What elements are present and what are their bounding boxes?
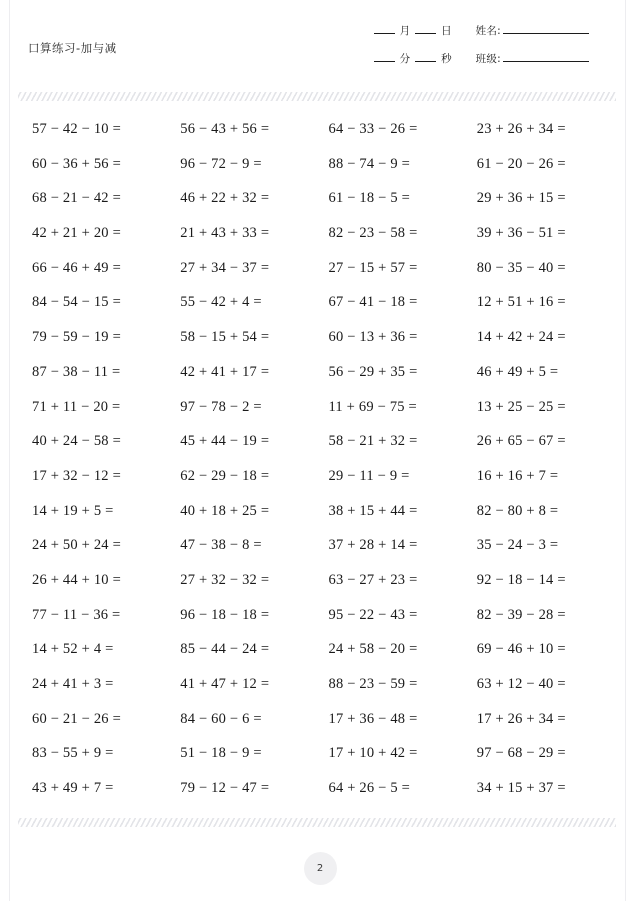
problem-item: 55 − 42 + 4 = (180, 294, 262, 311)
problem-item: 60 − 36 + 56 = (32, 155, 121, 172)
problem-item: 97 − 78 − 2 = (180, 398, 262, 415)
decorative-hatch-bottom (18, 818, 616, 827)
problem-item: 29 − 11 − 9 = (328, 467, 410, 484)
problem-item: 39 + 36 − 51 = (476, 225, 566, 242)
problem-item: 60 − 21 − 26 = (32, 710, 121, 727)
class-input-line[interactable] (503, 61, 589, 62)
student-name-input-line[interactable] (503, 33, 589, 34)
problem-item: 24 + 58 − 20 = (328, 641, 418, 658)
page-number-badge: 2 (304, 852, 337, 885)
problem-item: 82 − 80 + 8 = (476, 502, 559, 519)
problem-item: 17 + 32 − 12 = (32, 467, 121, 484)
problem-item: 46 + 22 + 32 = (180, 190, 270, 207)
problem-item: 60 − 13 + 36 = (328, 329, 418, 346)
worksheet-footer (0, 852, 640, 885)
problem-item: 16 + 16 + 7 = (476, 467, 559, 484)
month-label: 月 (399, 24, 411, 37)
problem-item: 26 + 65 − 67 = (476, 433, 566, 450)
problem-item: 13 + 25 − 25 = (476, 398, 566, 415)
page-edge-right (625, 0, 626, 901)
problem-item: 64 − 33 − 26 = (328, 121, 418, 137)
problem-item: 14 + 19 + 5 = (32, 502, 114, 519)
problem-item: 63 + 12 − 40 = (476, 676, 566, 692)
problem-item: 29 + 36 + 15 = (476, 190, 566, 207)
problem-item: 27 − 15 + 57 = (328, 259, 418, 276)
problem-item: 61 − 20 − 26 = (476, 155, 566, 172)
problem-item: 88 − 23 − 59 = (328, 676, 418, 692)
problem-item: 67 − 41 − 18 = (328, 294, 418, 311)
problem-item: 12 + 51 + 16 = (476, 294, 566, 311)
problem-item: 79 − 12 − 47 = (180, 780, 270, 797)
problem-item: 17 + 26 + 34 = (476, 710, 566, 727)
problem-item: 43 + 49 + 7 = (32, 780, 114, 797)
date-field-row (371, 23, 589, 38)
month-blank-line[interactable] (374, 33, 395, 34)
second-label: 秒 (441, 52, 452, 65)
problem-item: 41 + 47 + 12 = (180, 676, 270, 692)
problem-item: 17 + 10 + 42 = (328, 745, 418, 762)
problem-item: 47 − 38 − 8 = (180, 537, 262, 554)
problem-item: 11 + 69 − 75 = (328, 398, 417, 415)
problem-item: 37 + 28 + 14 = (328, 537, 418, 554)
problem-item: 51 − 18 − 9 = (180, 745, 262, 762)
problem-item: 34 + 15 + 37 = (476, 780, 566, 797)
problem-item: 45 + 44 − 19 = (180, 433, 270, 450)
problem-item: 58 − 15 + 54 = (180, 329, 270, 346)
header-fields (371, 23, 589, 66)
problem-item: 14 + 42 + 24 = (476, 329, 566, 346)
problem-item: 77 − 11 − 36 = (32, 606, 121, 623)
problem-item: 46 + 49 + 5 = (476, 363, 559, 380)
problem-item: 85 − 44 − 24 = (180, 641, 270, 658)
worksheet-header (10, 0, 625, 86)
problem-item: 61 − 18 − 5 = (328, 190, 411, 207)
problem-item: 87 − 38 − 11 = (32, 363, 121, 380)
problem-item: 80 − 35 − 40 = (476, 259, 566, 276)
problem-item: 17 + 36 − 48 = (328, 710, 418, 727)
problem-item: 42 + 21 + 20 = (32, 225, 121, 242)
problem-item: 24 + 41 + 3 = (32, 676, 114, 692)
problem-item: 66 − 46 + 49 = (32, 259, 121, 276)
problem-item: 84 − 60 − 6 = (180, 710, 262, 727)
problem-item: 56 − 43 + 56 = (180, 121, 270, 137)
day-label: 日 (441, 24, 452, 37)
problem-item: 92 − 18 − 14 = (476, 571, 566, 588)
problem-item: 97 − 68 − 29 = (476, 745, 566, 762)
problem-item: 24 + 50 + 24 = (32, 537, 121, 554)
problem-item: 27 + 34 − 37 = (180, 259, 270, 276)
problem-grid (10, 112, 625, 806)
problem-item: 40 + 24 − 58 = (32, 433, 121, 450)
second-blank-line[interactable] (415, 61, 436, 62)
problem-item: 64 + 26 − 5 = (328, 780, 411, 797)
problem-item: 58 − 21 + 32 = (328, 433, 418, 450)
problem-item: 96 − 72 − 9 = (180, 155, 262, 172)
problem-item: 79 − 59 − 19 = (32, 329, 121, 346)
problem-item: 84 − 54 − 15 = (32, 294, 121, 311)
problem-item: 35 − 24 − 3 = (476, 537, 559, 554)
problem-item: 82 − 23 − 58 = (328, 225, 418, 242)
problem-item: 23 + 26 + 34 = (476, 121, 566, 137)
decorative-hatch-top (18, 92, 616, 101)
problem-item: 96 − 18 − 18 = (180, 606, 270, 623)
problem-item: 69 − 46 + 10 = (476, 641, 566, 658)
problem-item: 56 − 29 + 35 = (328, 363, 418, 380)
problem-item: 71 + 11 − 20 = (32, 398, 121, 415)
problem-item: 57 − 42 − 10 = (32, 121, 121, 137)
problem-item: 42 + 41 + 17 = (180, 363, 270, 380)
minute-blank-line[interactable] (374, 61, 395, 62)
problem-item: 40 + 18 + 25 = (180, 502, 270, 519)
problem-item: 38 + 15 + 44 = (328, 502, 418, 519)
student-name-label: 姓名: (475, 24, 501, 37)
day-blank-line[interactable] (415, 33, 436, 34)
problem-item: 27 + 32 − 32 = (180, 571, 270, 588)
problem-item: 21 + 43 + 33 = (180, 225, 270, 242)
problem-item: 83 − 55 + 9 = (32, 745, 114, 762)
problem-item: 14 + 52 + 4 = (32, 641, 114, 658)
page-title: 口算练习-加与减 (28, 41, 117, 55)
time-field-row (371, 51, 589, 66)
problem-item: 62 − 29 − 18 = (180, 467, 270, 484)
class-label: 班级: (475, 52, 501, 65)
problem-item: 88 − 74 − 9 = (328, 155, 411, 172)
problem-item: 82 − 39 − 28 = (476, 606, 566, 623)
minute-label: 分 (399, 52, 411, 65)
problem-item: 63 − 27 + 23 = (328, 571, 418, 588)
problem-item: 95 − 22 − 43 = (328, 606, 418, 623)
problem-item: 68 − 21 − 42 = (32, 190, 121, 207)
problem-item: 26 + 44 + 10 = (32, 571, 121, 588)
